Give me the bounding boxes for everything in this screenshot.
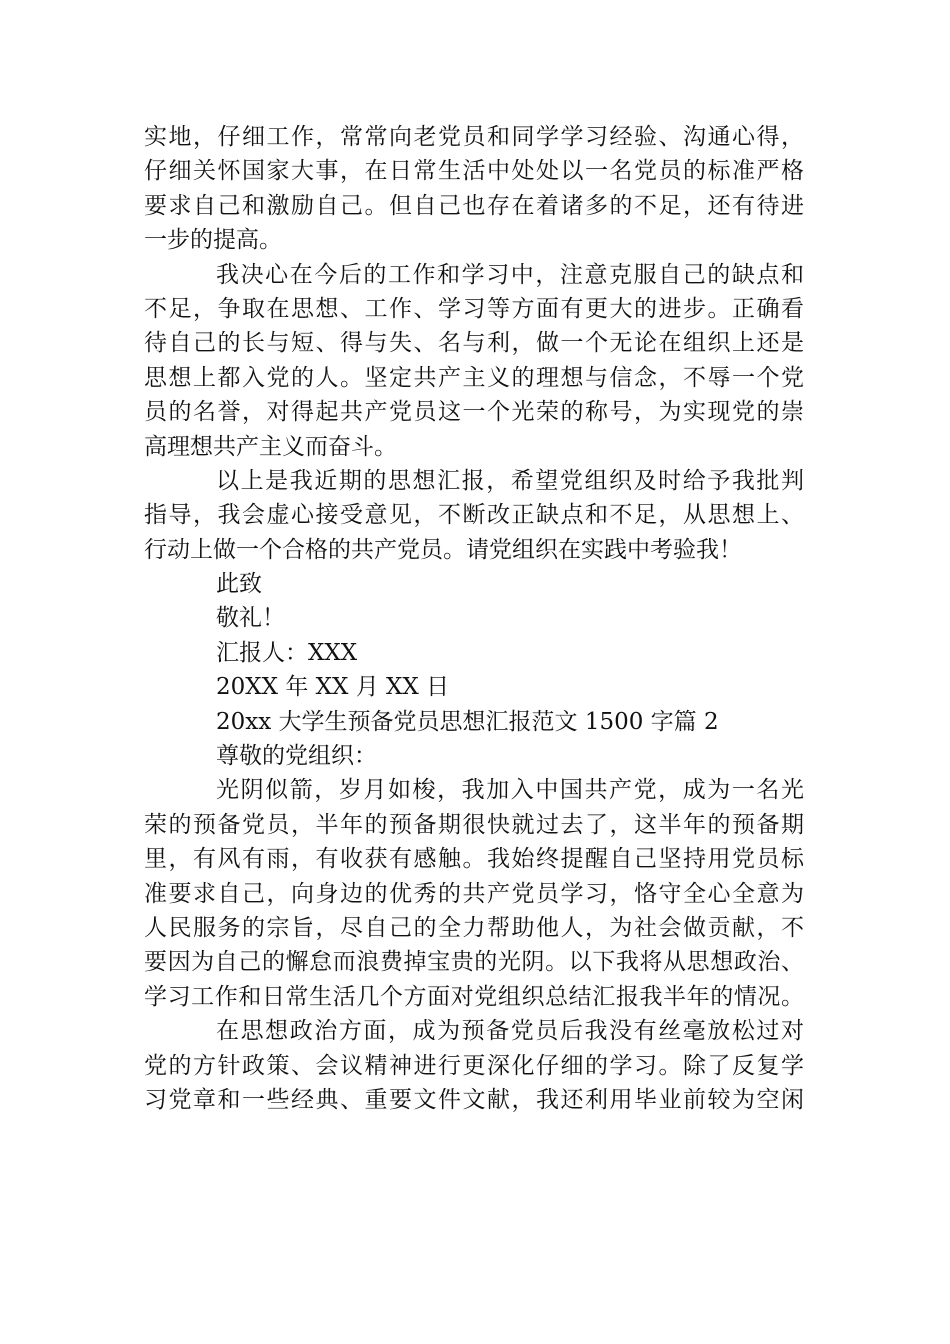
paragraph-start-line: 光阴似箭，岁月如梭，我加入中国共产党，成为一名光 xyxy=(216,777,804,804)
text-line: 准要求自己，向身边的优秀的共产党员学习，恪守全心全意为 xyxy=(144,880,804,907)
text-line: 习党章和一些经典、重要文件文献，我还利用毕业前较为空闲 xyxy=(144,1086,804,1113)
closing-salutation: 此致 xyxy=(216,571,262,598)
text-line: 要求自己和激励自己。但自己也存在着诸多的不足，还有待进 xyxy=(144,192,804,219)
text-line: 仔细关怀国家大事，在日常生活中处处以一名党员的标准严格 xyxy=(144,158,804,185)
section-title: 20xx 大学生预备党员思想汇报范文 1500 字篇 2 xyxy=(216,708,719,735)
closing-respect: 敬礼！ xyxy=(216,605,285,632)
reporter-name: 汇报人：XXX xyxy=(216,639,358,666)
paragraph-start-line: 在思想政治方面，成为预备党员后我没有丝毫放松过对 xyxy=(216,1018,804,1045)
text-line: 党的方针政策、会议精神进行更深化仔细的学习。除了反复学 xyxy=(144,1052,804,1079)
text-line: 要因为自己的懈怠而浪费掉宝贵的光阴。以下我将从思想政治、 xyxy=(144,949,804,976)
document-body xyxy=(144,120,804,1117)
report-date: 20XX 年 XX 月 XX 日 xyxy=(216,674,450,701)
text-line: 里，有风有雨，有收获有感触。我始终提醒自己坚持用党员标 xyxy=(144,846,804,873)
letter-greeting: 尊敬的党组织： xyxy=(216,743,377,770)
text-line: 思想上都入党的人。坚定共产主义的理想与信念，不辱一个党 xyxy=(144,364,804,391)
text-line: 荣的预备党员，半年的预备期很快就过去了，这半年的预备期 xyxy=(144,811,804,838)
text-line: 高理想共产主义而奋斗。 xyxy=(144,433,397,460)
text-line: 人民服务的宗旨，尽自己的全力帮助他人，为社会做贡献，不 xyxy=(144,914,804,941)
paragraph-start-line: 我决心在今后的工作和学习中，注意克服自己的缺点和 xyxy=(216,261,804,288)
text-line: 学习工作和日常生活几个方面对党组织总结汇报我半年的情况。 xyxy=(144,983,804,1010)
text-line: 一步的提高。 xyxy=(144,227,282,254)
paragraph-start-line: 以上是我近期的思想汇报，希望党组织及时给予我批判 xyxy=(216,467,804,494)
text-line: 待自己的长与短、得与失、名与利，做一个无论在组织上还是 xyxy=(144,330,804,357)
text-line: 行动上做一个合格的共产党员。请党组织在实践中考验我！ xyxy=(144,536,742,563)
text-line: 指导，我会虚心接受意见，不断改正缺点和不足，从思想上、 xyxy=(144,502,804,529)
text-line: 员的名誉，对得起共产党员这一个光荣的称号，为实现党的崇 xyxy=(144,399,804,426)
text-line: 不足，争取在思想、工作、学习等方面有更大的进步。正确看 xyxy=(144,295,804,322)
text-line: 实地，仔细工作，常常向老党员和同学学习经验、沟通心得， xyxy=(144,124,804,150)
